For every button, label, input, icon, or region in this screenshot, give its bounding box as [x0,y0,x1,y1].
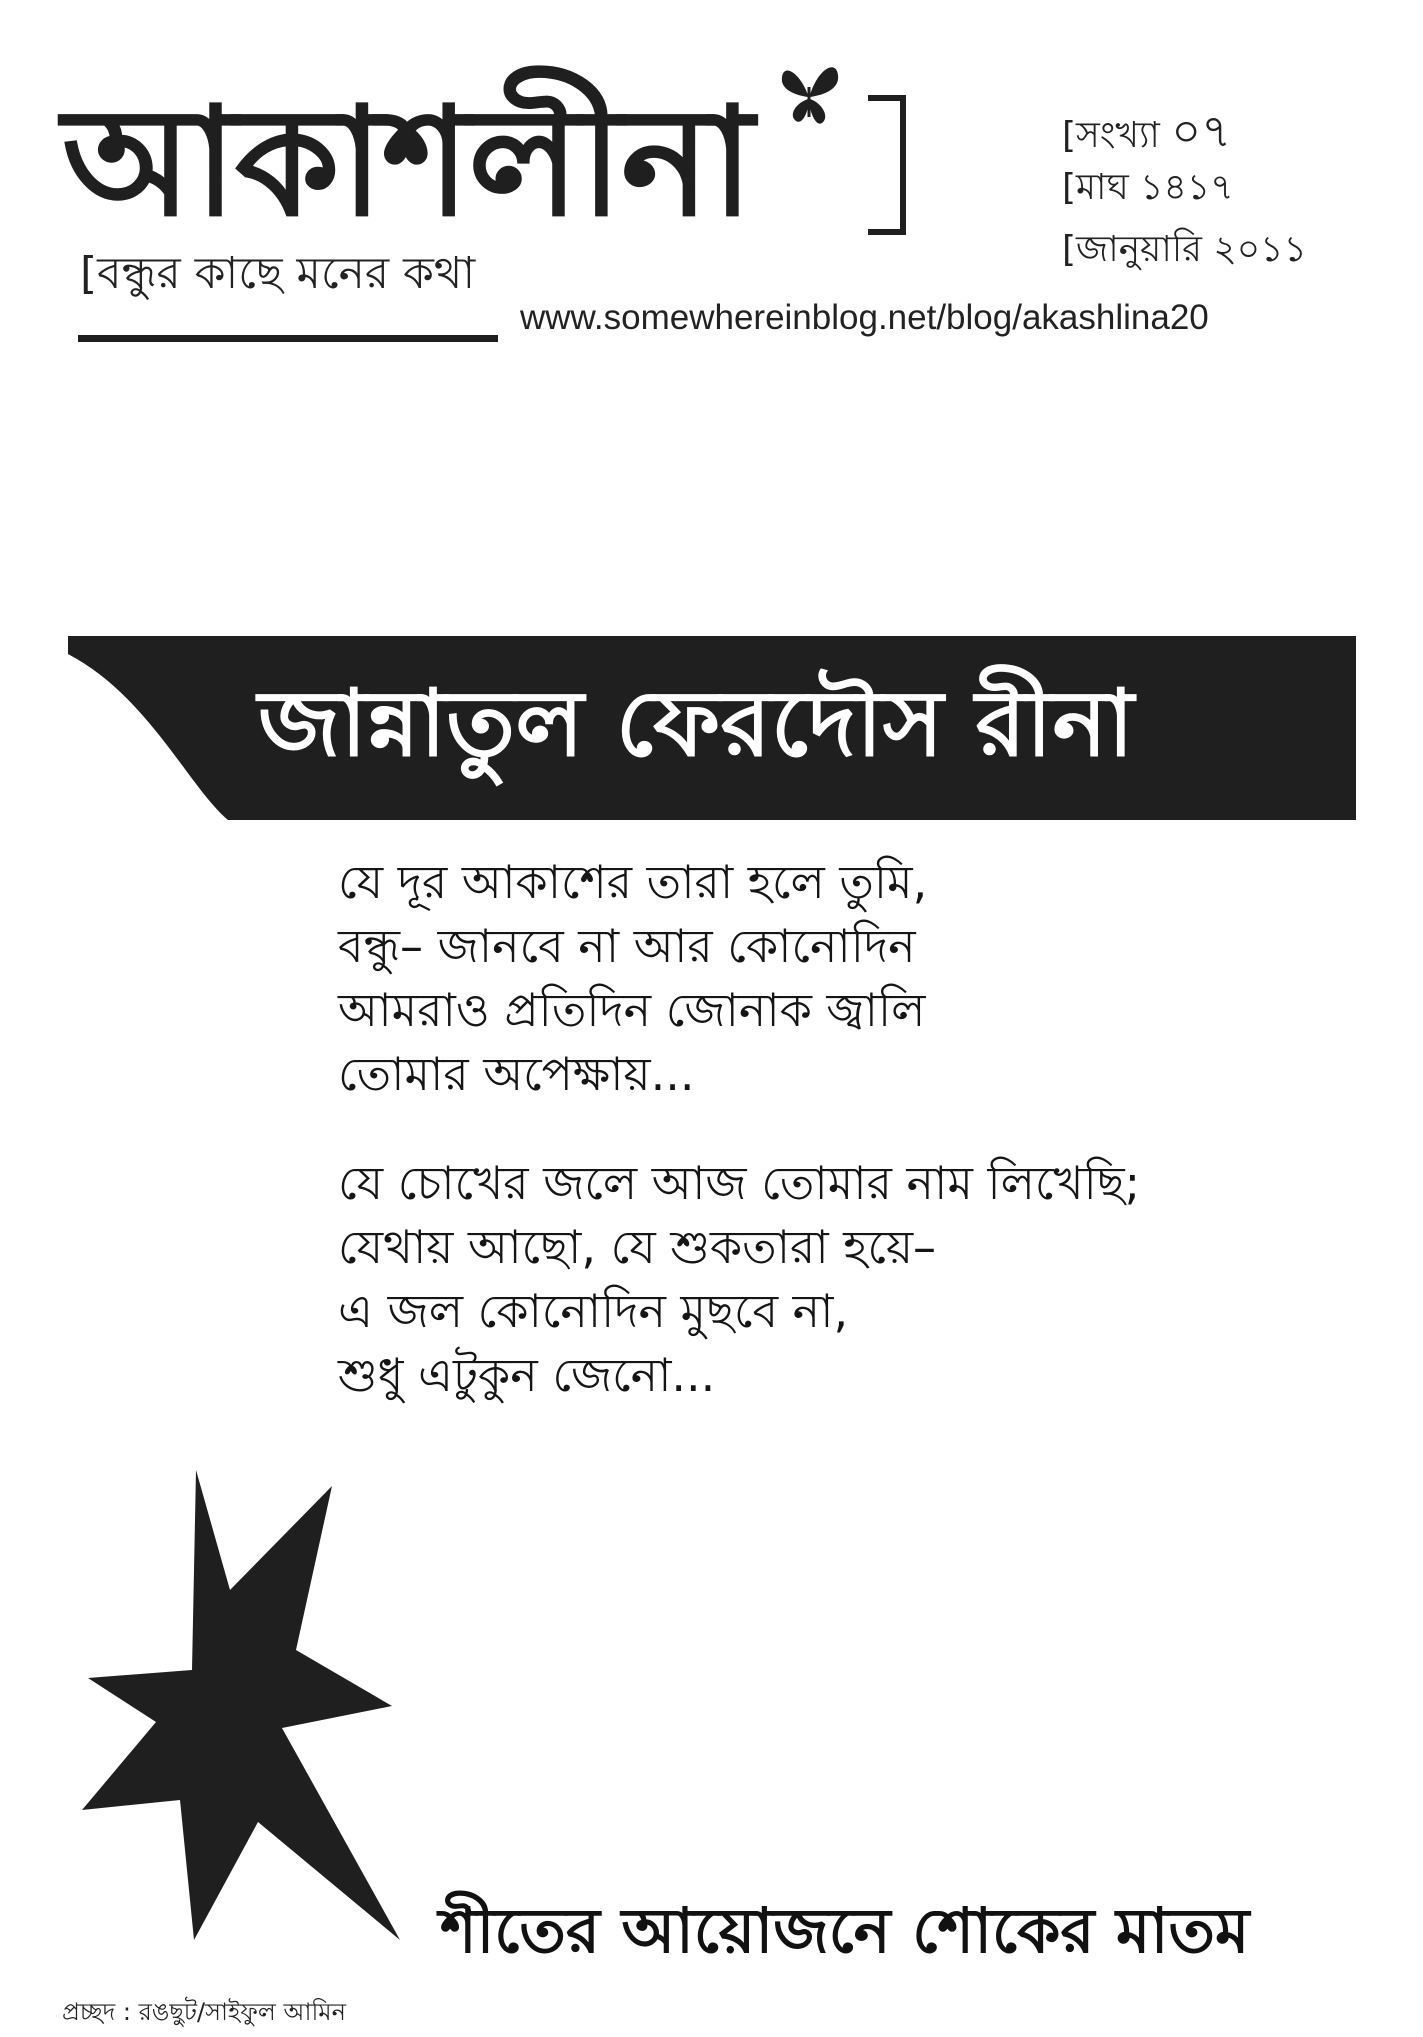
butterfly-icon [778,55,840,135]
tagline: [বন্ধুর কাছে মনের কথা [80,248,476,299]
poem [338,850,1140,1407]
poem-line: যেথায় আছো, যে শুকতারা হয়ে– [338,1220,937,1274]
issue-number-label: [সংখ্যা [1062,115,1160,156]
poem-line: শুধু এটুকুন জেনো... [338,1348,716,1402]
poem-line: তোমার অপেক্ষায়... [338,1047,695,1101]
stanza-gap [338,1106,1140,1151]
banner-name: জান্নাতুল ফেরদৌস রীনা [258,670,1134,777]
poem-line: যে দূর আকাশের তারা হলে তুমি, [338,855,928,909]
mourning-star-icon [82,1470,412,1940]
closing-title: শীতের আয়োজনে শোকের মাতম [440,1894,1250,1967]
poem-line: বন্ধু– জানবে না আর কোনোদিন [338,919,916,973]
issue-month: [মাঘ ১৪১৭ [1062,167,1234,208]
tagline-divider [78,335,498,342]
issue-number-value: ০৭ [1171,104,1232,158]
blog-url: www.somewhereinblog.net/blog/akashlina20 [520,298,1209,337]
poem-line: যে চোখের জলে আজ তোমার নাম লিখেছি; [338,1156,1141,1210]
magazine-title: আকাশলীনা [62,76,752,250]
issue-number [1062,104,1232,158]
poem-line: এ জল কোনোদিন মুছবে না, [338,1284,849,1338]
poem-line: আমরাও প্রতিদিন জোনাক জ্বালি [338,983,926,1037]
cover-credit: প্রচ্ছদ : রঙছুট/সাইফুল আমিন [62,1998,346,2026]
issue-date: [জানুয়ারি ২০১১ [1062,229,1307,270]
title-bracket [868,95,906,235]
